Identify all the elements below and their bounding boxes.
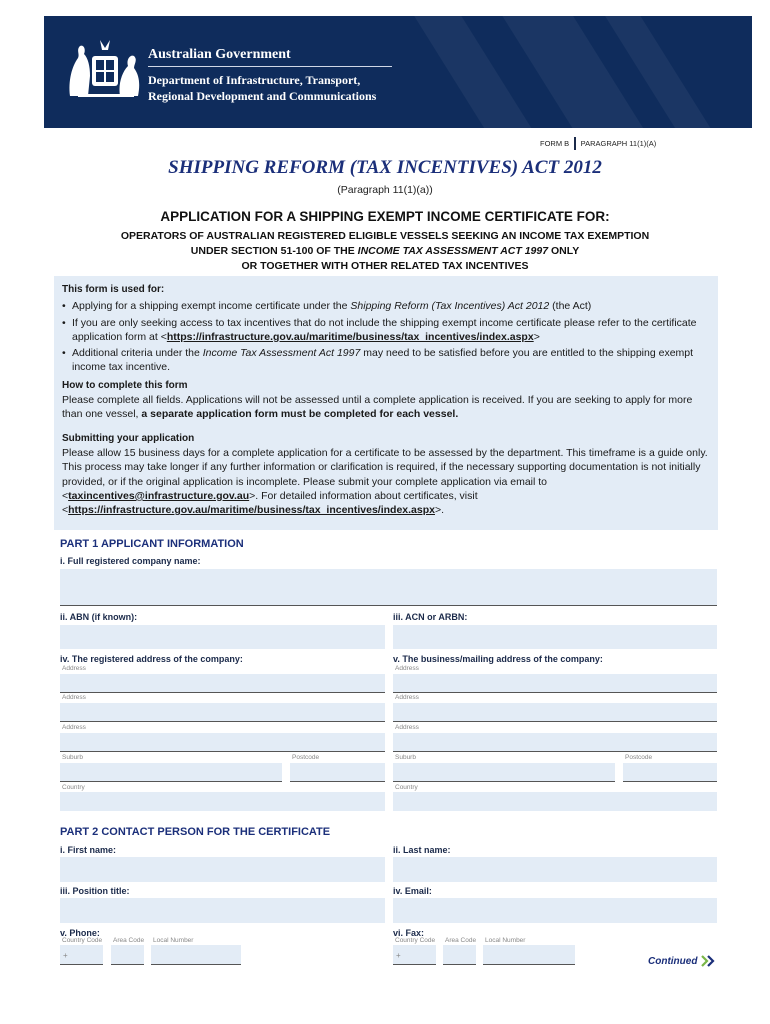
address-sublabel: Address	[62, 724, 86, 731]
first-name-field[interactable]	[60, 857, 385, 882]
registered-country-field[interactable]	[60, 792, 385, 811]
list-item	[62, 299, 710, 313]
position-title-label: iii. Position title:	[60, 886, 130, 896]
abn-label: ii. ABN (if known):	[60, 612, 138, 622]
local-number-sublabel: Local Number	[153, 937, 194, 944]
registered-address-line-2[interactable]	[60, 703, 385, 722]
bullet3-c: may need to be satisfied before you are entitled to the shipping exempt income tax incentive.	[72, 347, 694, 374]
submit-text-a: Please allow 15 business days for a complete application for a certificate to be assessed by the department. This timeframe is a guide only. This process may take longer if any further information or clarification is required, if the necessary supporting documentation is not initially provided, or if the original application is incomplete. Please submit your complete application via email to <	[62, 446, 708, 502]
phone-area-code-field[interactable]	[111, 945, 144, 965]
abn-field[interactable]	[60, 625, 385, 649]
bullet2-a: If you are only seeking access to tax incentives that do not include the shipping exempt income certificate please refer to the certificate application form at <	[72, 316, 697, 343]
department-line-2: Regional Development and Communications	[148, 89, 377, 103]
address-sublabel: Address	[62, 665, 86, 672]
registered-address-line-3[interactable]	[60, 733, 385, 752]
plus-sign: +	[396, 951, 401, 960]
mailing-suburb-field[interactable]	[393, 763, 615, 782]
submit-text-c: >.	[434, 504, 445, 517]
part2-heading: PART 2 CONTACT PERSON FOR THE CERTIFICATE	[60, 826, 331, 838]
bullet1-c: (the Act)	[549, 300, 592, 313]
plus-sign: +	[63, 951, 68, 960]
phone-local-number-field[interactable]	[151, 945, 241, 965]
email-link[interactable]: taxincentives@infrastructure.gov.au	[68, 489, 250, 502]
country-code-sublabel: Country Code	[62, 937, 103, 944]
header-banner	[44, 16, 752, 128]
operators-line-2	[0, 244, 770, 259]
how-heading: How to complete this form	[62, 379, 188, 391]
submit-text	[62, 446, 710, 517]
address-sublabel: Address	[395, 724, 419, 731]
mailing-address-label: v. The business/mailing address of the company:	[393, 654, 603, 664]
form-tag	[540, 137, 656, 150]
coat-of-arms-icon	[60, 36, 150, 100]
acn-label: iii. ACN or ARBN:	[393, 612, 468, 622]
how-text	[62, 393, 710, 422]
certificates-link[interactable]: https://infrastructure.gov.au/maritime/business/tax_incentives/index.aspx	[68, 504, 435, 517]
paragraph-ref: (Paragraph 11(1)(a))	[337, 184, 433, 196]
postcode-sublabel: Postcode	[625, 754, 653, 761]
email-label: iv. Email:	[393, 886, 432, 896]
company-name-field[interactable]	[60, 569, 717, 606]
suburb-sublabel: Suburb	[395, 754, 416, 761]
last-name-label: ii. Last name:	[393, 845, 451, 855]
fax-local-number-field[interactable]	[483, 945, 575, 965]
registered-address-label: iv. The registered address of the company:	[60, 654, 243, 664]
local-number-sublabel: Local Number	[485, 937, 526, 944]
country-code-sublabel: Country Code	[395, 937, 436, 944]
continued-label: Continued	[648, 955, 698, 967]
company-name-label: i. Full registered company name:	[60, 556, 201, 566]
operators-title	[0, 229, 770, 274]
registered-address-line-1[interactable]	[60, 674, 385, 693]
registered-suburb-field[interactable]	[60, 763, 282, 782]
mailing-country-field[interactable]	[393, 792, 717, 811]
part1-heading: PART 1 APPLICANT INFORMATION	[60, 538, 244, 550]
address-sublabel: Address	[62, 694, 86, 701]
first-name-label: i. First name:	[60, 845, 117, 855]
operators-line-2-a: UNDER SECTION 51-100 OF THE	[190, 245, 358, 257]
submit-heading: Submitting your application	[62, 432, 195, 444]
certificate-form-link[interactable]: https://infrastructure.gov.au/maritime/business/tax_incentives/index.aspx	[166, 330, 534, 343]
government-title: Australian Government	[148, 47, 291, 62]
paragraph-label: PARAGRAPH 11(1)(A)	[580, 139, 657, 148]
form-label: FORM B	[540, 139, 570, 148]
used-for-heading: This form is used for:	[62, 284, 165, 295]
area-code-sublabel: Area Code	[113, 937, 145, 944]
country-sublabel: Country	[395, 784, 418, 791]
how-text-a: Please complete all fields. Applications will not be assessed until a complete application is received. If you are seeking to apply for more than one vessel,	[62, 394, 693, 421]
instructions-box	[54, 276, 718, 530]
operators-line-2-act: INCOME TAX ASSESSMENT ACT 1997	[357, 245, 549, 257]
position-title-field[interactable]	[60, 898, 385, 923]
last-name-field[interactable]	[393, 857, 717, 882]
used-for-list	[62, 299, 710, 374]
operators-line-1: OPERATORS OF AUSTRALIAN REGISTERED ELIGIBLE VESSELS SEEKING AN INCOME TAX EXEMPTION	[120, 230, 650, 242]
operators-line-3: OR TOGETHER WITH OTHER RELATED TAX INCENTIVES	[241, 260, 529, 272]
mailing-address-line-1[interactable]	[393, 674, 717, 693]
act-title: SHIPPING REFORM (TAX INCENTIVES) ACT 2012	[168, 157, 602, 178]
fax-label: vi. Fax:	[393, 928, 425, 938]
list-item	[62, 316, 710, 345]
phone-label: v. Phone:	[60, 928, 100, 938]
registered-postcode-field[interactable]	[290, 763, 385, 782]
mailing-address-line-2[interactable]	[393, 703, 717, 722]
application-title: APPLICATION FOR A SHIPPING EXEMPT INCOME CERTIFICATE FOR:	[160, 209, 610, 224]
acn-field[interactable]	[393, 625, 717, 649]
continued-indicator	[648, 955, 715, 967]
list-item	[62, 346, 710, 375]
title-divider	[148, 66, 392, 67]
bullet3-a: Additional criteria under the	[72, 347, 203, 360]
how-text-b: a separate application form must be completed for each vessel.	[141, 408, 459, 421]
fax-area-code-field[interactable]	[443, 945, 476, 965]
chevron-right-icon	[701, 955, 715, 967]
address-sublabel: Address	[395, 694, 419, 701]
department-name	[148, 72, 376, 104]
address-sublabel: Address	[395, 665, 419, 672]
submit-text-b: >. For detailed information about certificates, visit <	[62, 489, 478, 517]
mailing-postcode-field[interactable]	[623, 763, 717, 782]
operators-line-2-c: ONLY	[548, 245, 580, 257]
form-tag-divider	[574, 137, 576, 150]
department-line-1: Department of Infrastructure, Transport,	[148, 73, 361, 87]
email-field[interactable]	[393, 898, 717, 923]
bullet1-a: Applying for a shipping exempt income certificate under the	[72, 300, 351, 313]
bullet3-act: Income Tax Assessment Act 1997	[202, 347, 361, 360]
bullet2-c: >	[533, 330, 540, 343]
postcode-sublabel: Postcode	[292, 754, 320, 761]
country-sublabel: Country	[62, 784, 85, 791]
bullet1-act: Shipping Reform (Tax Incentives) Act 2012	[350, 300, 550, 313]
suburb-sublabel: Suburb	[62, 754, 83, 761]
area-code-sublabel: Area Code	[445, 937, 477, 944]
mailing-address-line-3[interactable]	[393, 733, 717, 752]
